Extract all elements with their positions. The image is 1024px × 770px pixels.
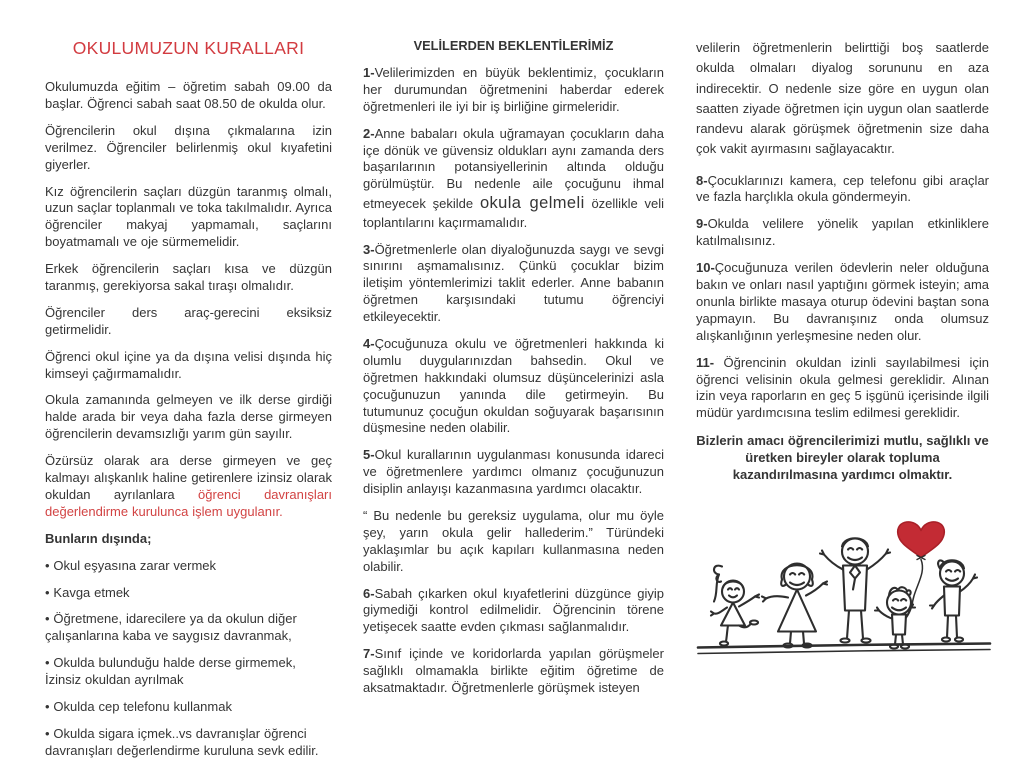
paragraph: 5-Okul kurallarının uygulanması konusunda idareci ve öğretmenlere yardımcı olmanız çocuğunuzun disiplin anlayışı kazanmasına yardımcı olacaktır. bbox=[363, 447, 664, 497]
paragraph: 11- Öğrencinin okuldan izinli sayılabilmesi için öğrenci velisinin okula gelmesi gereklidir. Alınan izin veya raporların en geç 5 işgünü içerisinde ilgili müdür yardımcısına teslim edilmesi gereklidir. bbox=[696, 354, 989, 421]
list-item: • Öğretmene, idarecilere ya da okulun diğer çalışanlarına kaba ve saygısız davranmak, bbox=[45, 611, 297, 644]
paragraph: Kız öğrencilerin saçları düzgün taranmış olmalı, uzun saçlar toplanmalı ve toka takılmalıdır. Ayrıca öğrenciler makyaj yapmamalı, saçlarını boyatmamalı ve oje sürmemelidir. bbox=[45, 183, 332, 250]
paragraph: 6-Sabah çıkarken okul kıyafetlerini düzgünce giyip giymediği kontrol edilmelidir. Öğrencinin törene yetişecek saatte evden çıkması sağlanmalıdır. bbox=[363, 585, 664, 635]
paragraph: 7-Sınıf içinde ve koridorlarda yapılan görüşmeler sağlıklı olmamakla birlikte eğitim öğretime de aksatmaktadır. Öğretmenlerle görüşmek isteyen bbox=[363, 646, 664, 696]
paragraph: 8-Çocuklarınızı kamera, cep telefonu gibi araçlar ve fazla harçlıkla okula göndermeyin. bbox=[696, 172, 989, 205]
paragraph: Okula zamanında gelmeyen ve ilk derse girdiği halde arada bir veya daha fazla derse girmeyen öğrencilerin devamsızlığı yarım gün sayılır. bbox=[45, 392, 332, 442]
paragraph: 9-Okulda velilere yönelik yapılan etkinliklere katılmalısınız. bbox=[696, 216, 989, 249]
middle-column bbox=[363, 38, 664, 707]
page-title: OKULUMUZUN KURALLARI bbox=[72, 38, 305, 58]
paragraph: Öğrenci okul içine ya da dışına velisi dışında hiç kimseyi çağırmamalıdır. bbox=[45, 348, 332, 381]
list-item: • Kavga etmek bbox=[45, 584, 130, 600]
paragraph: 4-Çocuğunuza okulu ve öğretmenleri hakkında ki olumlu duygularınızdan bahsedin. Okul ve öğretmen hakkındaki olumsuz düşüncelerinizi asla çocuğunuzun yanında dile getirmeyin. Bu tutumunuz çocuğun okuldan soğuyarak başarısının düşmesine neden olabilir. bbox=[363, 336, 664, 436]
paragraph: “ Bu nedenle bu gereksiz uygulama, olur mu öyle şey, yarın okula gelir hallederim.” Türündeki yaklaşımlar bu açık kapıları kullanmasına neden olabilir. bbox=[363, 508, 664, 574]
paragraph: 1-Velilerimizden en büyük beklentimiz, çocukların her durumundan öğretmenini haberdar ederek öğretmenleri ile iyi bir iş birliğine girmeleridir. bbox=[363, 65, 664, 114]
family-heart-illustration bbox=[690, 500, 1000, 705]
paragraph: velilerin öğretmenlerin belirttiği boş saatlerde okulda olmaları diyalog sorununu en aza indirecektir. O nedenle size göre en uygun olan saatten ziyade öğretmen için uygun olan saatlerde randevu alarak görüşmek öğretmenin size daha çok vakit ayırmasını sağlayacaktır. bbox=[696, 40, 989, 157]
closing-statement: Bizlerin amacı öğrencilerimizi mutlu, sağlıklı ve üretken bireyler olarak topluma kazandırılmasına yardımcı olmaktır. bbox=[696, 433, 989, 483]
family-illustration bbox=[690, 500, 1000, 705]
paragraph: Öğrencilerin okul dışına çıkmalarına izin verilmez. Öğrenciler belirlenmiş okul kıyafetini giyerler. bbox=[45, 122, 332, 172]
right-column bbox=[696, 38, 989, 496]
section-heading: VELİLERDEN BEKLENTİLERİMİZ bbox=[413, 38, 614, 53]
paragraph: 10-Çocuğunuza verilen ödevlerin neler olduğuna bakın ve onları nasıl yaptığını görmek isteyin; ama onunla birlikte masaya oturup ödevini baştan sona yapmayın. Bu davranışınız onda olumsuz alışkanlığının yerleşmesine neden olur. bbox=[696, 260, 989, 343]
list-item: • Okulda bulunduğu halde derse girmemek, İzinsiz okuldan ayrılmak bbox=[45, 655, 296, 688]
paragraph: 2-Anne babaları okula uğramayan çocukların daha içe dönük ve güvensiz oldukları aynı zamanda ders başarılarının potansiyellerinin altında olduğu görülmüştür. Bu nedenle aile çocuğunu ihmal etmeyecek şekilde okula gelmeli özellikle veli toplantılarını kaçırmamalıdır. bbox=[363, 125, 664, 230]
paragraph: Öğrenciler ders araç-gerecini eksiksiz getirmelidir. bbox=[45, 304, 332, 337]
list-item: • Okul eşyasına zarar vermek bbox=[45, 557, 217, 573]
paragraph: Bunların dışında; bbox=[45, 530, 152, 546]
left-column bbox=[45, 38, 332, 770]
paragraph: 3-Öğretmenlerle olan diyaloğunuzda saygı ve sevgi sınırını aşmamalısınız. Çünkü çocuklar bizim iletişim yöntemlerimizi taklit ederler. Anne babanın öğretmen karşısındaki tutumu öğrenciyi etkileyecektir. bbox=[363, 241, 664, 325]
paragraph: Erkek öğrencilerin saçları kısa ve düzgün taranmış, gerekiyorsa sakal tıraşı olmalıdır. bbox=[45, 261, 332, 294]
paragraph: Özürsüz olarak ara derse girmeyen ve geç kalmayı alışkanlık haline getirenlere izinsiz olarak okuldan ayrılanlara öğrenci davranışları değerlendirme kurulunca işlem uygulanır. bbox=[45, 453, 332, 519]
list-item: • Okulda sigara içmek..vs davranışlar öğrenci davranışları değerlendirme kuruluna sevk edilir. bbox=[45, 725, 319, 758]
paragraph: Okulumuzda eğitim – öğretim sabah 09.00 da başlar. Öğrenci sabah saat 08.50 de okulda olur. bbox=[45, 79, 332, 112]
list-item: • Okulda cep telefonu kullanmak bbox=[45, 698, 232, 714]
